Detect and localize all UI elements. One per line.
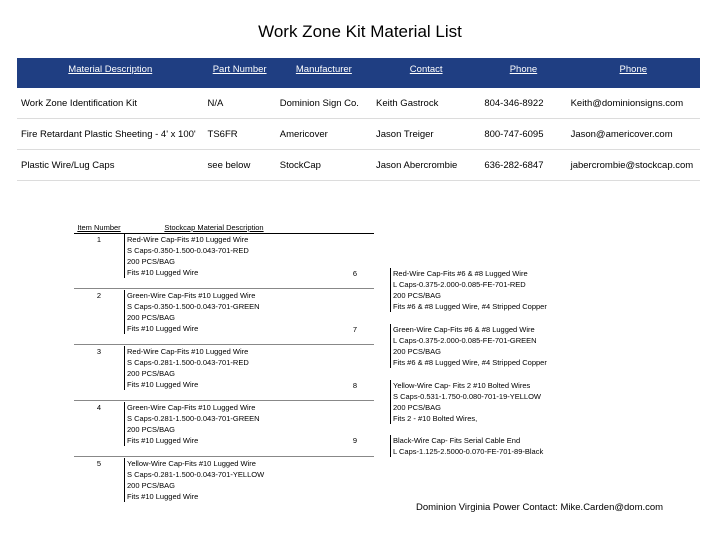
kit-line: Yellow-Wire Cap-Fits #10 Lugged Wire: [127, 459, 256, 468]
kit-line: Red-Wire Cap-Fits #10 Lugged Wire: [127, 235, 249, 244]
kit-line: S Caps-0.350-1.500-0.043-701-RED: [127, 246, 249, 255]
kit-line: Green-Wire Cap-Fits #10 Lugged Wire: [127, 291, 256, 300]
kit-item-number: 7: [352, 325, 358, 334]
kit-line: Fits #10 Lugged Wire: [127, 324, 199, 333]
kit-line: 200 PCS/BAG: [393, 403, 441, 412]
kit-item: [74, 458, 374, 502]
table-row: [17, 150, 700, 181]
cell-contact: Jason Abercrombie: [372, 150, 480, 181]
kit-line: S Caps-0.281-1.500-0.043-701-YELLOW: [127, 470, 265, 479]
cell-part-number: see below: [204, 150, 276, 181]
col-phone-email: Phone: [567, 58, 700, 88]
kit-line: S Caps-0.281-1.500-0.043-701-GREEN: [127, 414, 260, 423]
kit-item-number: 5: [96, 459, 102, 468]
kit-header: [74, 222, 374, 234]
cell-phone: 804-346-8922: [480, 88, 566, 119]
col-part-number: Part Number: [204, 58, 276, 88]
col-material-description: Material Description: [17, 58, 204, 88]
kit-line: Fits #6 & #8 Lugged Wire, #4 Stripped Copper: [393, 358, 547, 367]
kit-line: Fits #10 Lugged Wire: [127, 380, 199, 389]
kit-line: 200 PCS/BAG: [127, 481, 175, 490]
kit-line: 200 PCS/BAG: [393, 291, 441, 300]
kit-line: 200 PCS/BAG: [127, 425, 175, 434]
kit-line: Red-Wire Cap-Fits #6 & #8 Lugged Wire: [393, 269, 528, 278]
stockcap-kit-left: [74, 222, 374, 501]
material-table: [17, 58, 700, 181]
kit-line: L Caps-0.375-2.000-0.085-FE-701-GREEN: [393, 336, 537, 345]
kit-line: Fits #10 Lugged Wire: [127, 268, 199, 277]
cell-email: Jason@americover.com: [567, 119, 700, 150]
cell-email: jabercrombie@stockcap.com: [567, 150, 700, 181]
cell-email: Keith@dominionsigns.com: [567, 88, 700, 119]
kit-line: 200 PCS/BAG: [393, 347, 441, 356]
kit-line: 200 PCS/BAG: [127, 369, 175, 378]
cell-manufacturer: Dominion Sign Co.: [276, 88, 372, 119]
cell-part-number: N/A: [204, 88, 276, 119]
kit-header-description: Stockcap Material Description: [164, 223, 264, 232]
cell-manufacturer: Americover: [276, 119, 372, 150]
col-manufacturer: Manufacturer: [276, 58, 372, 88]
kit-line: 200 PCS/BAG: [127, 313, 175, 322]
kit-line: S Caps-0.350-1.500-0.043-701-GREEN: [127, 302, 260, 311]
kit-item-number: 8: [352, 381, 358, 390]
kit-item: [320, 435, 650, 457]
kit-line: S Caps-0.531-1.750-0.080-701-19-YELLOW: [393, 392, 542, 401]
kit-line: Black-Wire Cap- Fits Serial Cable End: [393, 436, 521, 445]
kit-item-number: 3: [96, 347, 102, 356]
col-contact: Contact: [372, 58, 480, 88]
kit-item: [320, 380, 650, 424]
kit-header-item-number: Item Number: [77, 223, 121, 232]
kit-line: Green-Wire Cap-Fits #10 Lugged Wire: [127, 403, 256, 412]
kit-item-number: 2: [96, 291, 102, 300]
cell-contact: Jason Treiger: [372, 119, 480, 150]
kit-line: Red-Wire Cap-Fits #10 Lugged Wire: [127, 347, 249, 356]
kit-item-number: 4: [96, 403, 102, 412]
cell-manufacturer: StockCap: [276, 150, 372, 181]
kit-line: Green-Wire Cap-Fits #6 & #8 Lugged Wire: [393, 325, 535, 334]
table-row: [17, 88, 700, 119]
kit-item-description: [390, 268, 650, 312]
cell-part-number: TS6FR: [204, 119, 276, 150]
kit-item: [320, 324, 650, 368]
cell-description: Plastic Wire/Lug Caps: [17, 150, 204, 181]
kit-line: L Caps-0.375-2.000-0.085-FE-701-RED: [393, 280, 526, 289]
table-row: [17, 119, 700, 150]
kit-line: Yellow-Wire Cap- Fits 2 #10 Bolted Wires: [393, 381, 531, 390]
cell-phone: 800-747-6095: [480, 119, 566, 150]
kit-item-description: [390, 380, 650, 424]
kit-item-number: 9: [352, 436, 358, 445]
kit-item-description: [390, 435, 650, 457]
kit-item: [320, 268, 650, 312]
kit-line: Fits #10 Lugged Wire: [127, 436, 199, 445]
kit-line: Fits #6 & #8 Lugged Wire, #4 Stripped Copper: [393, 302, 547, 311]
cell-description: Work Zone Identification Kit: [17, 88, 204, 119]
kit-line: L Caps-1.125-2.5000-0.070-FE-701-89-Black: [393, 447, 544, 456]
kit-line: 200 PCS/BAG: [127, 257, 175, 266]
kit-line: Fits 2 - #10 Bolted Wires,: [393, 414, 478, 423]
col-phone: Phone: [480, 58, 566, 88]
kit-item-number: 1: [96, 235, 102, 244]
kit-line: S Caps-0.281-1.500-0.043-701-RED: [127, 358, 249, 367]
kit-line: Fits #10 Lugged Wire: [127, 492, 199, 501]
kit-item-description: [390, 324, 650, 368]
kit-item-number: 6: [352, 269, 358, 278]
cell-contact: Keith Gastrock: [372, 88, 480, 119]
footer-contact: Dominion Virginia Power Contact: Mike.Carden@dom.com: [416, 502, 664, 513]
cell-description: Fire Retardant Plastic Sheeting - 4' x 100': [17, 119, 204, 150]
page-title: Work Zone Kit Material List: [258, 22, 462, 41]
kit-item-description: [124, 458, 374, 502]
table-header-row: [17, 58, 700, 88]
cell-phone: 636-282-6847: [480, 150, 566, 181]
